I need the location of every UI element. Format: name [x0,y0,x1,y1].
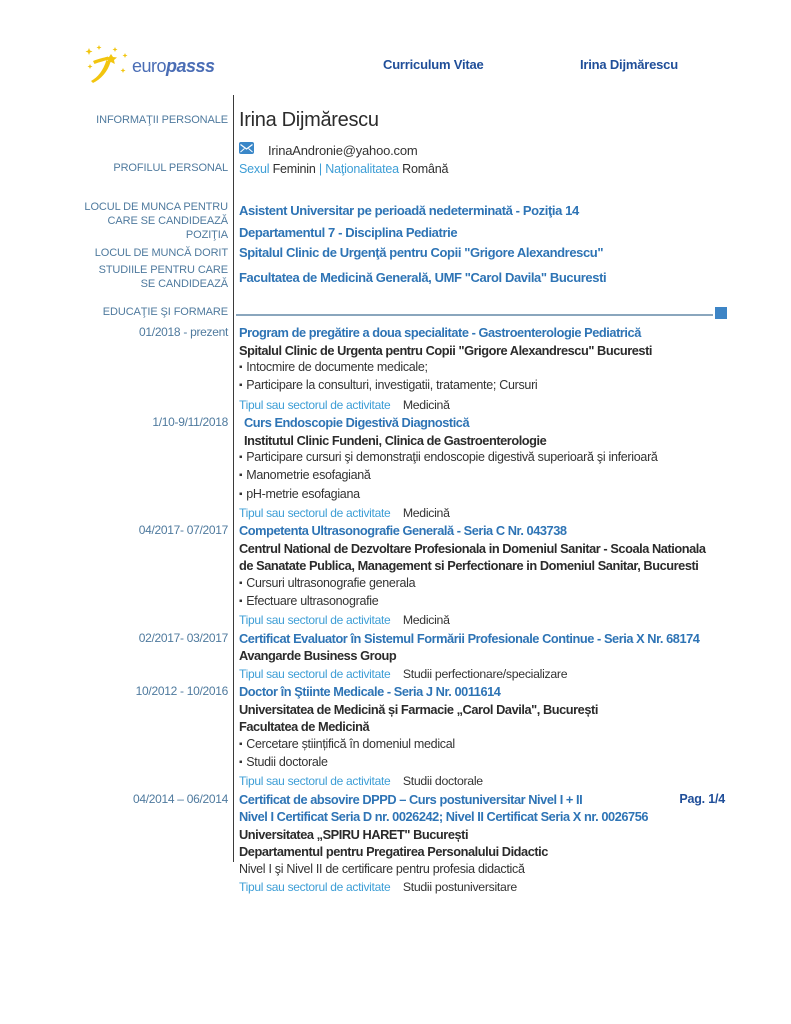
entry-bullet: ▪ Participare cursuri şi demonstraţii endoscopie digestivă superioară şi inferioară [239,449,791,467]
education-entry [0,522,791,630]
entry-date: 04/2014 – 06/2014 [133,791,228,806]
europass-wordmark: europasss [132,56,215,76]
entry-activity [239,772,791,790]
entry-date: 10/2012 - 10/2016 [135,684,228,699]
page-number: Pag. 1/4 [679,791,725,806]
activity-value: Medicină [402,613,450,628]
separator: | [318,162,322,176]
education-entry [0,324,791,414]
entry-organisation: Avangarde Business Group [239,648,397,664]
entry-date: 02/2017- 03/2017 [138,630,228,645]
position-line-1: Asistent Universitar pe perioadă nedeterminată - Poziţia 14 [239,203,579,218]
entry-date: 1/10-9/11/2018 [152,415,228,429]
entry-bullet: ▪ Cursuri ultrasonografie generala [239,575,791,593]
entry-bullet: ▪ Participare la consulturi, investigatii, tratamente; Cursuri [239,377,791,395]
sex-value: Feminin [272,162,316,176]
personal-info-row [0,107,791,133]
activity-label: Tipul sau sectorul de activitate [239,880,391,894]
cv-body [0,95,791,896]
activity-label: Tipul sau sectorul de activitate [239,505,391,520]
profile-section-label: PROFILUL PERSONAL [113,162,228,174]
education-section-label: EDUCAŢIE ŞI FORMARE [102,306,228,318]
entry-activity [239,665,791,683]
entry-bullet: ▪ Cercetare științifică în domeniul medical [239,736,791,754]
envelope-icon [239,141,254,159]
activity-value: Studii doctorale [402,774,483,789]
entry-activity [239,504,791,522]
entry-title: Certificat Evaluator în Sistemul Formării Profesionale Continue - Seria X Nr. 68174 [239,630,700,646]
entry-organisation: Centrul National de Dezvoltare Profesionala in Domeniul Sanitar - Scoala Nationala [239,540,706,556]
workplace-value: Spitalul Clinic de Urgenţă pentru Copii "Grigore Alexandrescu" [239,245,604,260]
entry-date: 01/2018 - prezent [139,325,228,339]
studies-label: STUDIILE PENTRU CARE SE CANDIDEAZĂ [98,264,228,290]
position-values [233,200,791,244]
entry-bullet: ▪ pH-metrie esofagiana [239,486,791,504]
studies-row [0,263,791,292]
education-entry [0,414,791,522]
email-address[interactable]: IrinaAndronie@yahoo.com [268,142,418,158]
europass-logo [84,44,215,89]
activity-label: Tipul sau sectorul de activitate [239,774,391,789]
studies-value: Facultatea de Medicină Generală, UMF "Carol Davila" Bucuresti [239,270,607,285]
person-name: Irina Dijmărescu [239,109,379,131]
position-label: LOCUL DE MUNCA PENTRU CARE SE CANDIDEAZĂ POZIŢIA [84,201,228,241]
position-line-2: Departamentul 7 - Disciplina Pediatrie [239,225,458,240]
entry-bullet: ▪ Intocmire de documente medicale; [239,359,791,377]
entry-organisation: Facultatea de Medicină [239,719,370,735]
entry-title: Nivel I Certificat Seria D nr. 0026242; Nivel II Certificat Seria X nr. 0026756 [239,809,649,825]
personal-section-label: INFORMAŢII PERSONALE [96,114,228,126]
education-entry [0,683,791,791]
position-row [0,200,791,244]
sex-nationality-line [233,161,791,178]
nationality-value: Română [402,162,449,176]
activity-label: Tipul sau sectorul de activitate [239,613,391,628]
entry-bullet: ▪ Manometrie esofagiană [239,467,791,485]
activity-value: Studii postuniversitare [402,880,517,894]
profile-row [0,161,791,178]
entry-activity [239,611,791,629]
entry-activity [239,396,791,414]
activity-value: Medicină [402,397,450,412]
education-entry [0,791,791,897]
entry-title: Doctor în Ştiinte Medicale - Seria J Nr. 0011614 [239,684,501,700]
sex-label: Sexul [239,162,270,176]
nationality-label: Naţionalitatea [325,162,399,176]
entry-bullet: ▪ Studii doctorale [239,754,791,772]
horizontal-rule [236,314,713,316]
workplace-label: LOCUL DE MUNCĂ DORIT [94,247,228,259]
entry-organisation: Universitatea de Medicină și Farmacie „Carol Davila", București [239,701,598,717]
entry-title: Competenta Ultrasonografie Generală - Seria C Nr. 043738 [239,523,567,539]
document-author: Irina Dijmărescu [580,57,678,72]
education-rule [233,304,727,319]
entry-title: Program de pregătire a doua specialitate - Gastroenterologie Pediatrică [239,325,641,340]
entry-date: 04/2017- 07/2017 [138,523,228,538]
entry-organisation: Departamentul pentru Pregatirea Personalului Didactic [239,844,548,860]
document-title: Curriculum Vitae [383,57,484,72]
entry-organisation: de Sanatate Publica, Management si Perfectionare in Domeniul Sanitar, Bucuresti [239,558,699,574]
education-section-header [0,304,791,320]
education-entry [0,630,791,683]
activity-label: Tipul sau sectorul de activitate [239,397,391,412]
activity-value: Medicină [402,505,450,520]
email-row [0,141,791,159]
europass-star-icon [84,44,130,89]
rule-end-square [715,307,727,319]
entry-note: Nivel I şi Nivel II de certificare pentru profesia didactică [239,861,525,876]
activity-value: Studii perfectionare/specializare [402,666,568,681]
workplace-row [0,244,791,263]
entry-bullet: ▪ Efectuare ultrasonografie [239,593,791,611]
entry-organisation: Spitalul Clinic de Urgenta pentru Copii "Grigore Alexandrescu" Bucuresti [239,342,653,358]
entry-title: Certificat de absovire DPPD – Curs postuniversitar Nivel I + II [239,791,583,807]
entry-organisation: Universitatea „SPIRU HARET" București [239,826,469,842]
entry-title: Curs Endoscopie Digestivă Diagnostică [244,415,470,430]
activity-label: Tipul sau sectorul de activitate [239,666,391,681]
entry-organisation: Institutul Clinic Fundeni, Clinica de Gastroenterologie [244,432,547,448]
